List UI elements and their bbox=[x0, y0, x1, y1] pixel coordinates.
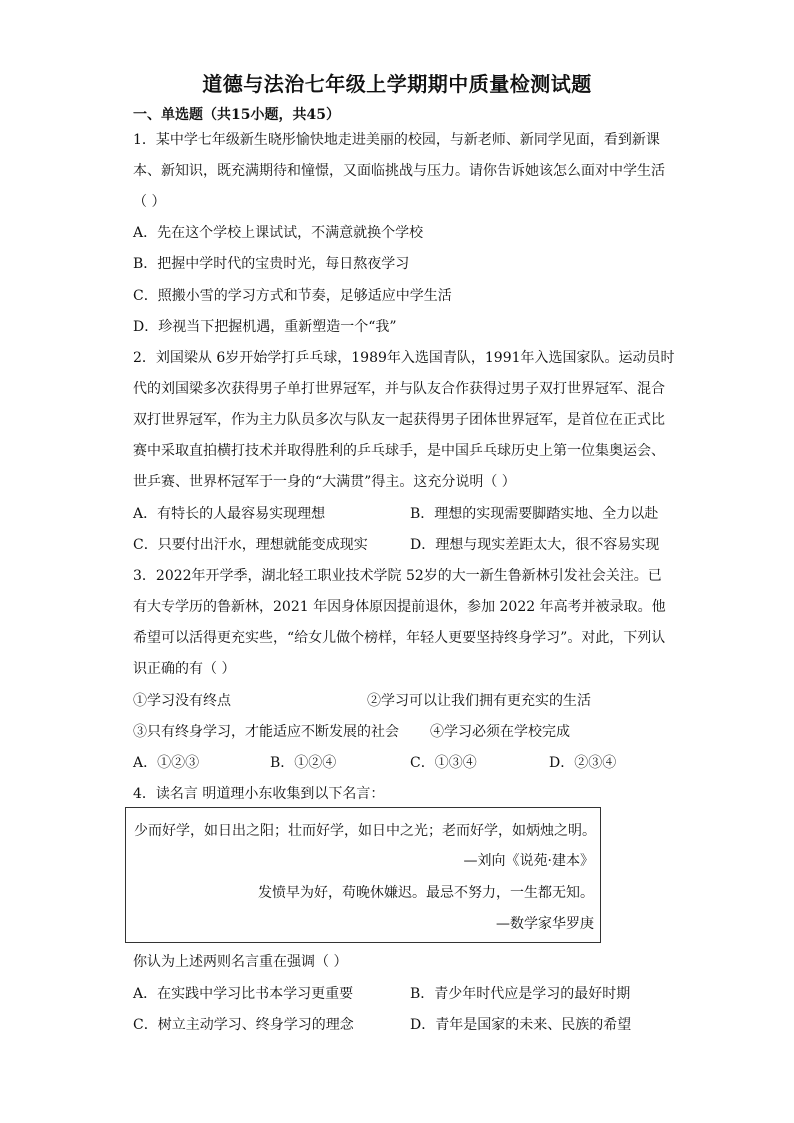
q3-stem-line-3: 希望可以活得更充实些，“给女儿做个榜样，年轻人更要坚持终身学习”。对此，下列认 bbox=[133, 630, 666, 646]
q2-stem-line-4: 赛中采取直拍横打技术并取得胜利的乒乓球手，是中国乒乓球历史上第一位集奥运会、 bbox=[133, 443, 665, 459]
q2-option-c: C．只要付出汗水，理想就能变成现实 bbox=[133, 537, 368, 553]
q4-option-c: C．树立主动学习、终身学习的理念 bbox=[133, 1017, 354, 1033]
q4-question: 你认为上述两则名言重在强调（ ） bbox=[133, 954, 348, 970]
q3-stem-line-2: 有大专学历的鲁新林，2021 年因身体原因提前退休，参加 2022 年高考并被录取。他 bbox=[133, 599, 666, 615]
q2-option-a: A．有特长的人最容易实现理想 bbox=[133, 506, 326, 522]
q2-stem-line-5: 世乒赛、世界杯冠军于一身的“大满贯”得主。这充分说明（ ） bbox=[133, 474, 516, 490]
q3-option-d: D．②③④ bbox=[549, 755, 617, 771]
q1-stem-line-1: 1．某中学七年级新生晓彤愉快地走进美丽的校园，与新老师、新同学见面，看到新课 bbox=[133, 132, 660, 148]
q1-option-a: A．先在这个学校上课试试，不满意就换个学校 bbox=[133, 225, 424, 241]
q3-option-c: C．①③④ bbox=[410, 755, 477, 771]
quote-2: 发愤早为好，苟晚休嫌迟。最忌不努力，一生都无知。 bbox=[258, 885, 594, 901]
q2-option-d: D．理想与现实差距太大，很不容易实现 bbox=[410, 537, 660, 553]
q1-option-b: B．把握中学时代的宝贵时光，每日熬夜学习 bbox=[133, 256, 410, 272]
q2-option-b: B．理想的实现需要脚踏实地、全力以赴 bbox=[410, 506, 659, 522]
q1-stem-line-3: （ ） bbox=[133, 194, 166, 210]
q4-stem: 4．读名言 明道理小东收集到以下名言： bbox=[133, 786, 385, 802]
q2-stem-line-2: 代的刘国梁多次获得男子单打世界冠军，并与队友合作获得过男子双打世界冠军、混合 bbox=[133, 381, 665, 397]
q3-stem-line-4: 识正确的有（ ） bbox=[133, 661, 236, 677]
q1-stem-line-2: 本、新知识，既充满期待和憧憬，又面临挑战与压力。请你告诉她该怎么面对中学生活 bbox=[133, 163, 665, 179]
quote-box bbox=[125, 807, 601, 943]
q1-option-d: D．珍视当下把握机遇，重新塑造一个“我” bbox=[133, 319, 397, 335]
q1-option-c: C．照搬小雪的学习方式和节奏，足够适应中学生活 bbox=[133, 288, 452, 304]
q2-stem-line-3: 双打世界冠军，作为主力队员多次与队友一起获得男子团体世界冠军，是首位在正式比 bbox=[133, 412, 665, 428]
q4-option-b: B．青少年时代应是学习的最好时期 bbox=[410, 986, 631, 1002]
q3-stem-line-1: 3．2022年开学季，湖北轻工职业技术学院 52岁的大一新生鲁新林引发社会关注。已 bbox=[133, 568, 662, 584]
quote-1: 少而好学，如日出之阳；壮而好学，如日中之光；老而好学，如炳烛之明。 bbox=[134, 823, 596, 839]
page-title: 道德与法治七年级上学期期中质量检测试题 bbox=[202, 72, 592, 96]
q3-option-b: B．①②④ bbox=[270, 755, 337, 771]
q2-stem-line-1: 2．刘国梁从 6岁开始学打乒乓球，1989年入选国青队，1991年入选国家队。运动员时 bbox=[133, 350, 675, 366]
q4-option-d: D．青年是国家的未来、民族的希望 bbox=[410, 1017, 632, 1033]
q3-statement-1: ①学习没有终点 bbox=[133, 693, 231, 709]
q3-option-a: A．①②③ bbox=[133, 755, 200, 771]
q3-statement-4: ④学习必须在学校完成 bbox=[430, 724, 570, 740]
q3-statement-3: ③只有终身学习，才能适应不断发展的社会 bbox=[133, 724, 399, 740]
q3-statement-2: ②学习可以让我们拥有更充实的生活 bbox=[367, 693, 591, 709]
quote-1-source: —刘向《说苑·建本》 bbox=[463, 853, 594, 869]
section-heading: 一、单选题（共15小题，共45） bbox=[133, 107, 340, 123]
q4-option-a: A．在实践中学习比书本学习更重要 bbox=[133, 986, 354, 1002]
quote-2-source: —数学家华罗庚 bbox=[496, 916, 594, 932]
